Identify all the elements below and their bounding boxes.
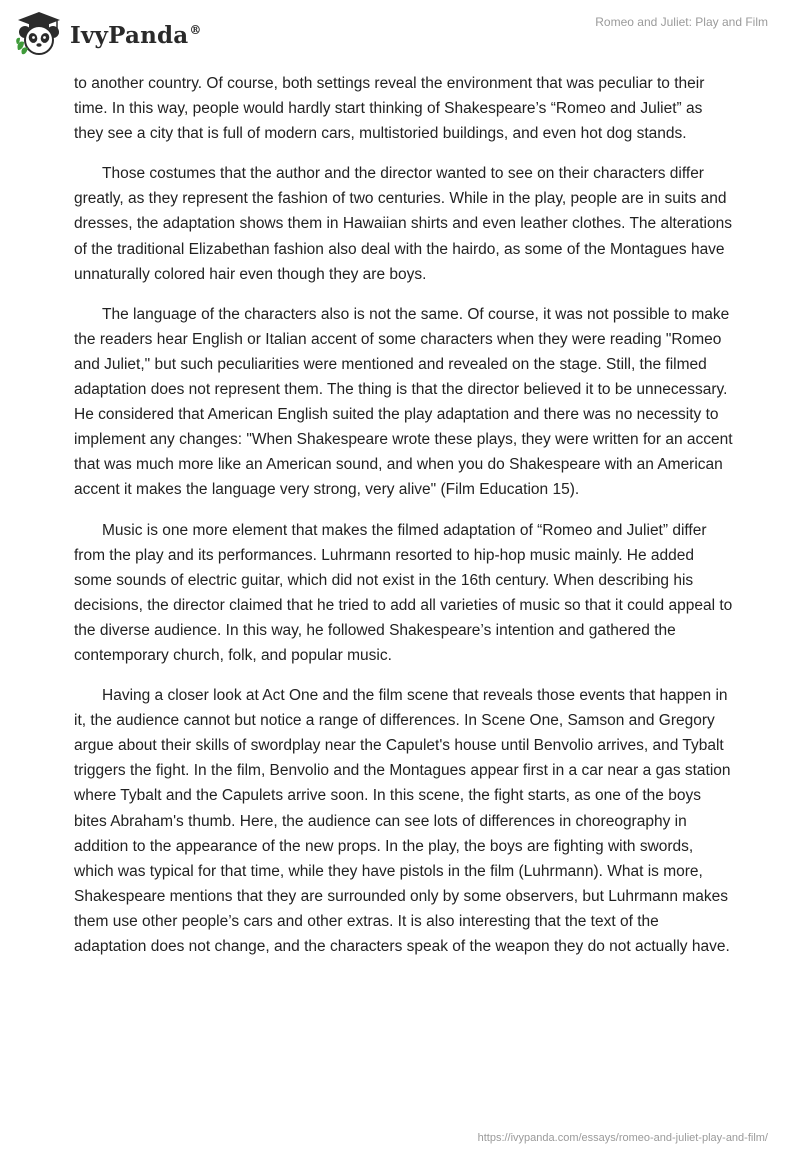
paragraph: The language of the characters also is not the same. Of course, it was not possible to make the readers hear English or Italian accent of some characters when they were reading "Romeo and Juliet," but such peculiarities were mentioned and revealed on the stage. Still, the filmed adaptation does not represent them. The thing is that the director believed it to be unnecessary. He considered that American English suited the play adaptation and there was no necessity to implement any changes: "When Shakespeare wrote these plays, they were written for an accent that was much more like an American sound, and when you do Shakespeare with an American accent it makes the language very strong, very alive" (Film Education 15). [74,305,733,499]
paragraph: Having a closer look at Act One and the film scene that reveals those events that happen in it, the audience cannot but notice a range of differences. In Scene One, Samson and Gregory argue about their skills of swordplay near the Capulet's house until Benvolio arrives, and Tybalt triggers the fight. In the film, Benvolio and the Montagues appear first in a car near a gas station where Tybalt and the Capulets arrive soon. In this scene, the fight starts, as one of the boys bites Abraham's thumb. Here, the audience can see lots of differences in choreography in addition to the appearance of the new props. In the play, the boys are fighting with swords, which was typical for that time, while they have pistols in the film (Luhrmann). What is more, Shakespeare mentions that they are surrounded only by some observers, but Luhrmann makes them use other people’s cars and other extras. It is also interesting that the text of the adaptation does not change, and the characters speak of the weapon they do not actually have. [74,687,731,955]
document-title: Romeo and Juliet: Play and Film [595,15,768,29]
panda-graduate-icon [14,10,64,56]
registered-mark: ® [189,22,202,37]
paragraph: to another country. Of course, both settings reveal the environment that was peculiar to their time. In this way, people would hardly start thinking of Shakespeare’s “Romeo and Juliet” as they see a city that is full of modern cars, multistoried buildings, and even hot dog stands. [74,75,705,143]
brand-text: IvyPanda [70,21,189,49]
ivypanda-logo[interactable] [14,10,202,56]
paragraph: Music is one more element that makes the filmed adaptation of “Romeo and Juliet” differ from the play and its performances. Luhrmann resorted to hip-hop music mainly. He added some sounds of electric guitar, which did not exist in the 16th century. When describing his decisions, the director claimed that he tried to add all varieties of music so that it could appeal to the diverse audience. In this way, he followed Shakespeare’s intention and gathered the contemporary church, folk, and popular music. [74,521,733,664]
paragraph: Those costumes that the author and the director wanted to see on their characters differ greatly, as they represent the fashion of two centuries. While in the play, people are in suits and dresses, the adaptation shows them in Hawaiian shirts and even leather clothes. The alterations of the traditional Elizabethan fashion also deal with the hairdo, as some of the Montagues have unnaturally colored hair even though they are boys. [74,165,732,283]
essay-body [74,71,734,974]
brand-name [70,22,202,49]
page-header [0,0,800,70]
source-url[interactable]: https://ivypanda.com/essays/romeo-and-juliet-play-and-film/ [477,1132,768,1144]
